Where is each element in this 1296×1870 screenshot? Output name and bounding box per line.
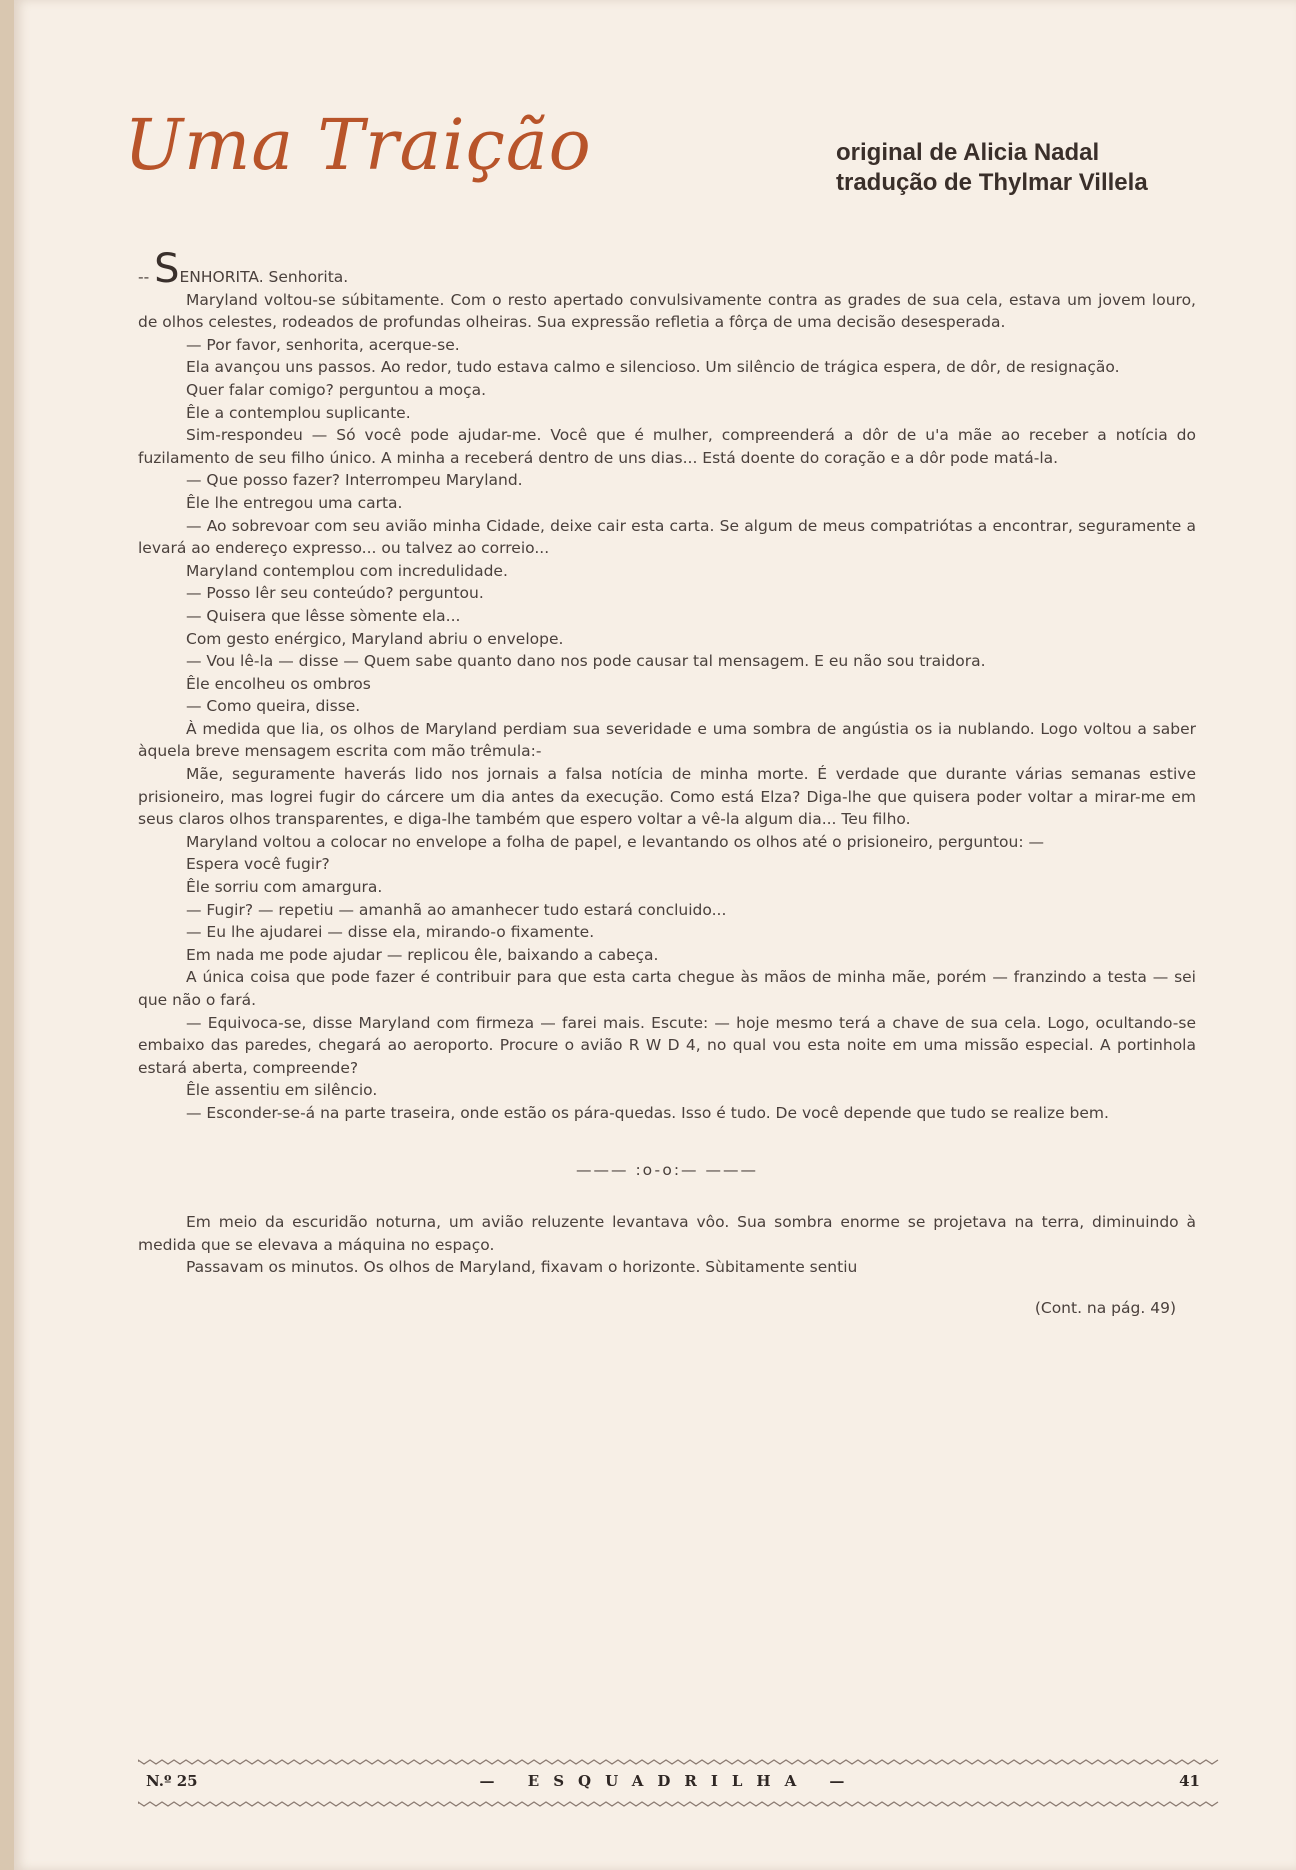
credit-original: original de Alicia Nadal: [836, 139, 1100, 166]
page-footer: [138, 1768, 1200, 1794]
story-paragraph: — Que posso fazer? Interrompeu Maryland.: [186, 471, 523, 490]
article-credits: [836, 138, 1148, 198]
drop-cap: S: [154, 246, 180, 292]
story-paragraph: Êle assentiu em silêncio.: [186, 1081, 378, 1100]
story-paragraph: — Ao sobrevoar com seu avião minha Cidade, deixe cair esta carta. Se algum de meus compatriótas a encontrar, seguramente a levará ao endereço expresso... ou talvez ao correio...: [138, 516, 1196, 558]
story-paragraph: — Eu lhe ajudarei — disse ela, mirando-o fixamente.: [186, 923, 595, 942]
story-paragraph: Em nada me pode ajudar — replicou êle, baixando a cabeça.: [186, 945, 659, 964]
story-paragraph: Em meio da escuridão noturna, um avião reluzente levantava vôo. Sua sombra enorme se projetava na terra, diminuindo à medida que se elevava a máquina no espaço.: [138, 1213, 1196, 1254]
story-paragraph: Espera você fugir?: [186, 855, 330, 874]
story-paragraph: — Equivoca-se, disse Maryland com firmeza — farei mais. Escute: — hoje mesmo terá a chave de sua cela. Logo, ocultando-se embaixo das paredes, chegará ao aeroporto. Procure o avião R W D 4, no qual vou esta noite em uma missão especial. A portinhola estará aberta, compreende?: [138, 1013, 1196, 1077]
story-paragraph: — Como queira, disse.: [186, 697, 361, 716]
story-paragraph: — Posso lêr seu conteúdo? perguntou.: [186, 584, 484, 603]
story-paragraph: Maryland voltou a colocar no envelope a folha de papel, e levantando os olhos até o prisioneiro, perguntou: —: [186, 832, 1045, 851]
continuation-note: (Cont. na pág. 49): [1034, 1298, 1176, 1317]
story-paragraph: Êle a contemplou suplicante.: [186, 403, 411, 422]
story-paragraphs: [138, 289, 1196, 1125]
story-paragraph: — Esconder-se-á na parte traseira, onde estão os pára-quedas. Isso é tudo. De você depende que tudo se realize bem.: [186, 1103, 1109, 1122]
story-paragraphs-after: [138, 1211, 1196, 1279]
issue-number: N.º 25: [146, 1772, 198, 1790]
story-paragraph: Quer falar comigo? perguntou a moça.: [186, 380, 487, 399]
story-paragraph: Ela avançou uns passos. Ao redor, tudo estava calmo e silencioso. Um silêncio de trágica espera, de dôr, de resignação.: [186, 358, 1120, 377]
story-paragraph: Maryland voltou-se súbitamente. Com o resto apertado convulsivamente contra as grades de sua cela, estava um jovem louro, de olhos celestes, rodeados de profundas olheiras. Sua expressão refletia a fôrça de uma decisão desesperada.: [138, 290, 1196, 332]
page-binding-edge: [0, 0, 14, 1870]
footer-wave-top: [138, 1758, 1220, 1766]
story-paragraph: Êle encolheu os ombros: [186, 674, 371, 693]
opening-rest: ENHORITA. Senhorita.: [179, 268, 349, 286]
story-paragraph: À medida que lia, os olhos de Maryland perdiam sua severidade e uma sombra de angústia os ia nublando. Logo voltou a saber àquela breve mensagem escrita com mão trêmula:-: [138, 719, 1196, 761]
story-paragraph: Com gesto enérgico, Maryland abriu o envelope.: [186, 629, 564, 648]
story-paragraph: Êle lhe entregou uma carta.: [186, 493, 403, 512]
footer-wave-bottom: [138, 1800, 1220, 1808]
article-body: [138, 246, 1196, 1320]
story-paragraph: Sim-respondeu — Só você pode ajudar-me. Você que é mulher, compreenderá a dôr de u'a mãe ao receber a notícia do fuzilamento de seu filho único. A minha a receberá dentro de uns dias... Está doente do coração e a dôr pode matá-la.: [138, 426, 1196, 467]
section-separator: ——— :o-o:— ———: [576, 1160, 758, 1179]
credit-translation: tradução de Thylmar Villela: [836, 169, 1148, 196]
story-paragraph: Maryland contemplou com incredulidade.: [186, 561, 508, 580]
opening-dash: --: [138, 268, 155, 286]
story-paragraph: — Quisera que lêsse sòmente ela...: [186, 606, 461, 625]
story-paragraph: — Fugir? — repetiu — amanhã ao amanhecer tudo estará concluido...: [186, 900, 727, 919]
page-number: 41: [1179, 1772, 1200, 1790]
story-paragraph: — Vou lê-la — disse — Quem sabe quanto dano nos pode causar tal mensagem. E eu não sou traidora.: [186, 652, 986, 671]
magazine-name: — ESQUADRILHA —: [479, 1772, 859, 1790]
article-title: Uma Traição: [124, 104, 592, 186]
opening-line: [138, 246, 1196, 292]
story-paragraph: A única coisa que pode fazer é contribuir para que esta carta chegue às mãos de minha mãe, porém — franzindo a testa — sei que não o fará.: [138, 968, 1196, 1009]
story-paragraph: Mãe, seguramente haverás lido nos jornais a falsa notícia de minha morte. É verdade que durante várias semanas estive prisioneiro, mas logrei fugir do cárcere um dia antes da execução. Como está Elza? Diga-lhe que quisera poder voltar a mirar-me em seus claros olhos transparentes, e diga-lhe também que espero voltar a vê-la algum dia... Teu filho.: [138, 765, 1196, 829]
story-paragraph: — Por favor, senhorita, acerque-se.: [186, 335, 460, 354]
story-paragraph: Êle sorriu com amargura.: [186, 878, 383, 897]
story-paragraph: Passavam os minutos. Os olhos de Maryland, fixavam o horizonte. Sùbitamente sentiu: [186, 1258, 858, 1277]
